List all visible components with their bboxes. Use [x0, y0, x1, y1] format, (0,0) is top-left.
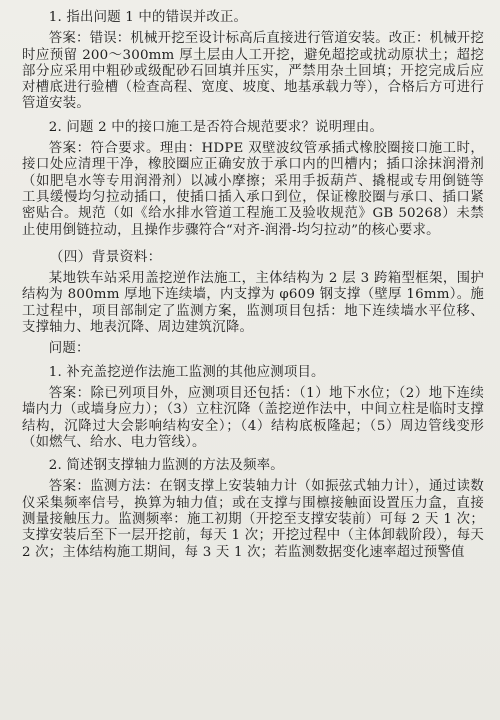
answer-3: 答案：除已列项目外，应测项目还包括：（1）地下水位；（2）地下连续墙内力（或墙身应力）；（3）立柱沉降（盖挖逆作法中，中间立柱是临时支撑结构，沉降过大会影响结构安全）；（4）结构底板隆起；（5）周边管线变形（如燃气、给水、电力管线）。: [22, 385, 484, 450]
answer-1: 答案：错误：机械开挖至设计标高后直接进行管道安装。改正：机械开挖时应预留 200～300mm 厚土层由人工开挖，避免超挖或扰动原状土；超挖部分应采用中粗砂或级配砂石回填并压实，严禁用杂土回填；开挖完成后应对槽底进行验槽（检查高程、宽度、坡度、地基承载力等），合格后方可进行管道安装。: [22, 31, 484, 112]
section-title: （四）背景资料：: [49, 248, 162, 265]
answer-4: 答案：监测方法：在钢支撑上安装轴力计（如振弦式轴力计），通过读数仪采集频率信号，换算为轴力值；或在支撑与围檩接触面设置压力盒，直接测量接触压力。监测频率：施工初期（开挖至支撑安装前）可每 2 天 1 次；支撑安装后至下一层开挖前，每天 1 次；开挖过程中（主体卸载阶段），每天 2 次；主体结构施工期间，每 3 天 1 次；若监测数据变化速率超过预警值: [22, 479, 484, 560]
question-4: 2. 简述钢支撑轴力监测的方法及频率。: [48, 458, 284, 474]
question-2: 2. 问题 2 中的接口施工是否符合规范要求？说明理由。: [48, 119, 384, 135]
background-text: 某地铁车站采用盖挖逆作法施工，主体结构为 2 层 3 跨箱型框架，围护结构为 800mm 厚地下连续墙，内支撑为 φ609 钢支撑（壁厚 16mm）。施工过程中，项目部制定了监测方案，监测项目包括：地下连续墙水平位移、支撑轴力、地表沉降、周边建筑沉降。: [22, 271, 484, 336]
question-3: 1. 补充盖挖逆作法施工监测的其他应测项目。: [48, 364, 325, 380]
questions-label: 问题：: [48, 341, 90, 357]
answer-2: 答案：符合要求。理由：HDPE 双壁波纹管承插式橡胶圈接口施工时，接口处应清理干净，橡胶圈应正确安放于承口内的凹槽内；插口涂抹润滑剂（如肥皂水等专用润滑剂）以减小摩擦；采用手扳葫芦、撬棍或专用倒链等工具缓慢均匀拉动插口，使插口插入承口到位，保证橡胶圈与承口、插口紧密贴合。规范（如《给水排水管道工程施工及验收规范》GB 50268）未禁止使用倒链拉动，且操作步骤符合“对齐-润滑-均匀拉动”的核心要求。: [22, 141, 484, 238]
question-1: 1. 指出问题 1 中的错误并改正。: [48, 10, 248, 25]
